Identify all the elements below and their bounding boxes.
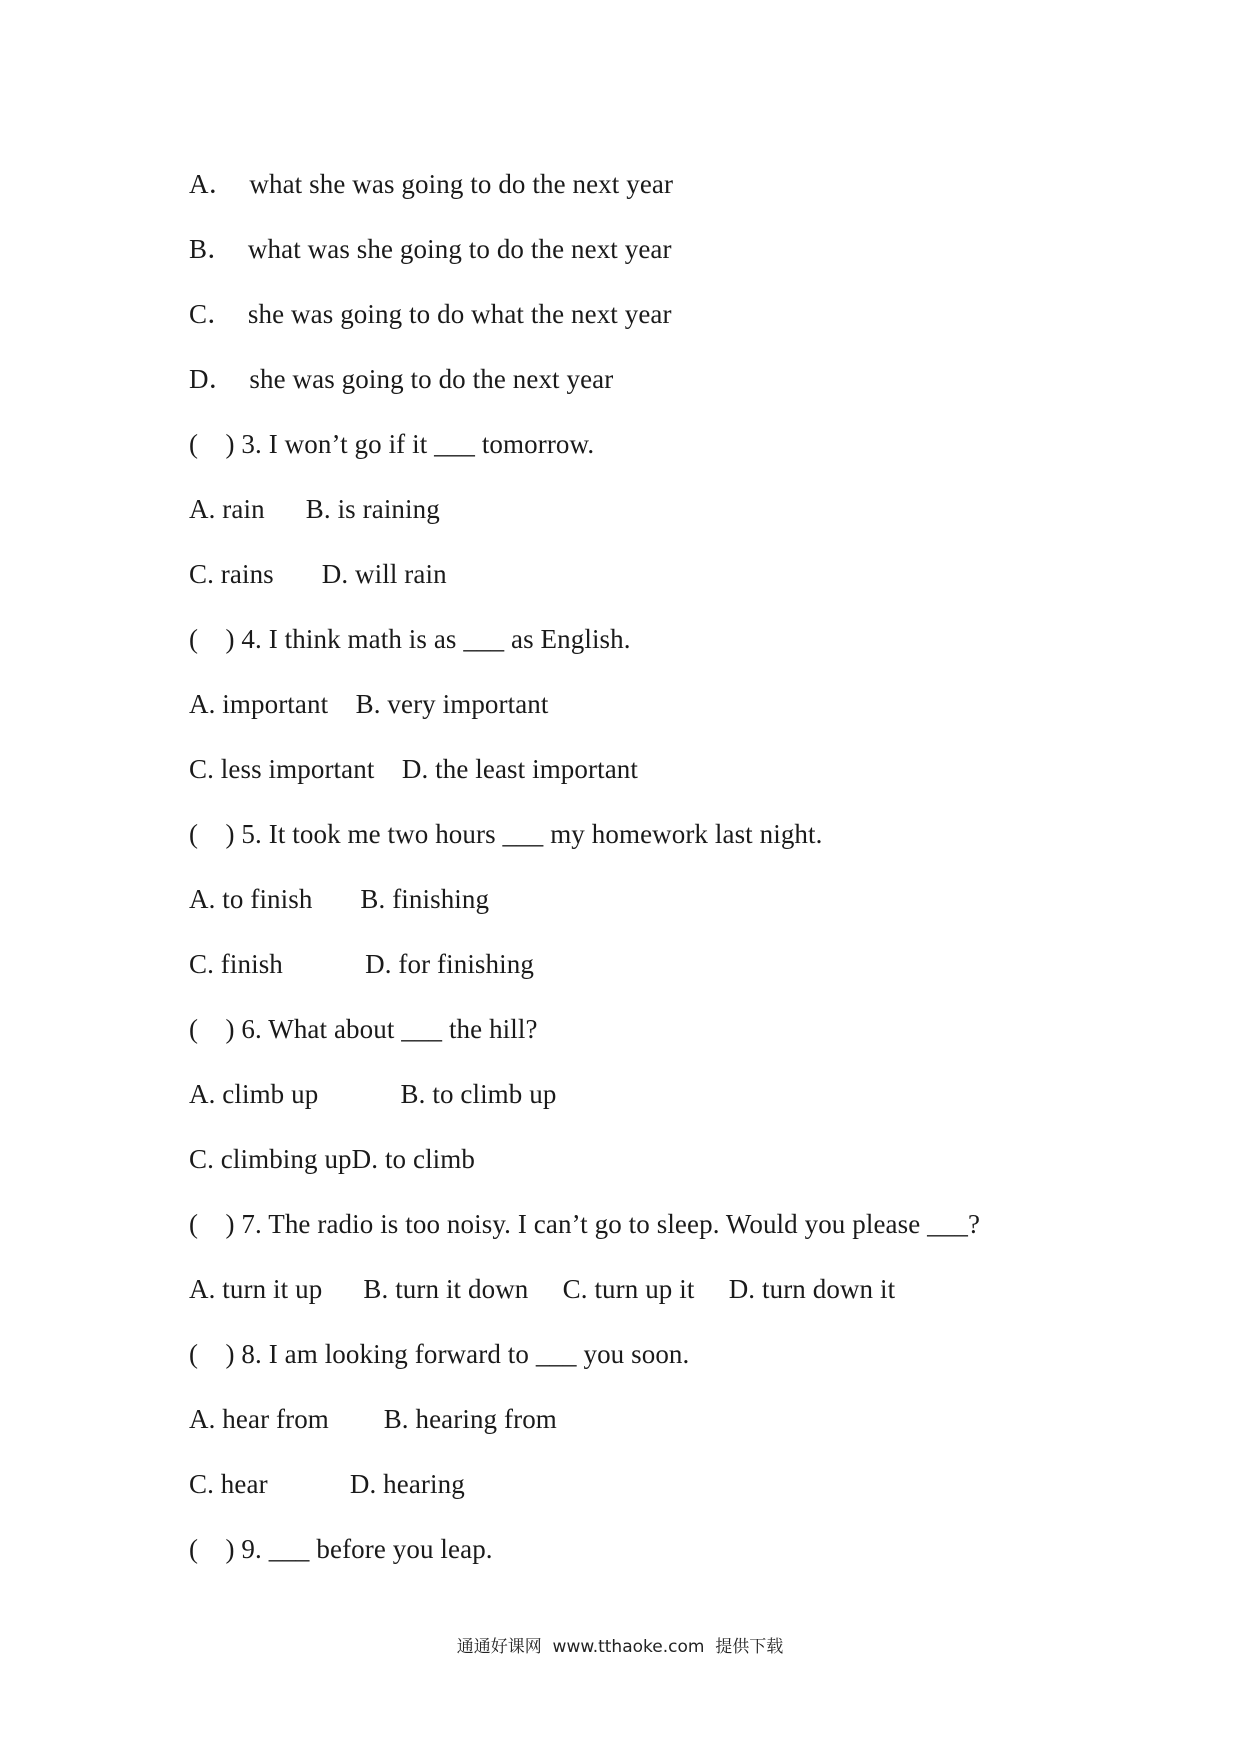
- question-8: ( ) 8. I am looking forward to ___ you soon.: [189, 1339, 690, 1369]
- options-cd-q8: C. hear D. hearing: [189, 1469, 465, 1499]
- options-q7: A. turn it up B. turn it down C. turn up it D. turn down it: [189, 1274, 896, 1304]
- options-ab-q3: A. rain B. is raining: [189, 494, 440, 524]
- question-5: ( ) 5. It took me two hours ___ my homework last night.: [189, 819, 823, 849]
- question-3: ( ) 3. I won’t go if it ___ tomorrow.: [189, 429, 595, 459]
- option-c-q2: C． she was going to do what the next year: [189, 299, 672, 329]
- options-cd-q4: C. less important D. the least important: [189, 754, 638, 784]
- question-9: ( ) 9. ___ before you leap.: [189, 1534, 493, 1564]
- question-7: ( ) 7. The radio is too noisy. I can’t go to sleep. Would you please ___?: [189, 1209, 981, 1239]
- options-ab-q4: A. important B. very important: [189, 689, 549, 719]
- question-4: ( ) 4. I think math is as ___ as English.: [189, 624, 631, 654]
- question-6: ( ) 6. What about ___ the hill?: [189, 1014, 538, 1044]
- options-cd-q6: C. climbing upD. to climb: [189, 1144, 475, 1174]
- option-a-q2: A． what she was going to do the next year: [189, 169, 674, 199]
- options-cd-q3: C. rains D. will rain: [189, 559, 447, 589]
- options-cd-q5: C. finish D. for finishing: [189, 949, 534, 979]
- option-b-q2: B． what was she going to do the next year: [189, 234, 672, 264]
- options-ab-q8: A. hear from B. hearing from: [189, 1404, 557, 1434]
- page-footer: 通通好课网 www.tthaoke.com 提供下载: [456, 1637, 784, 1657]
- option-d-q2: D． she was going to do the next year: [189, 364, 614, 394]
- options-ab-q5: A. to finish B. finishing: [189, 884, 490, 914]
- options-ab-q6: A. climb up B. to climb up: [189, 1079, 557, 1109]
